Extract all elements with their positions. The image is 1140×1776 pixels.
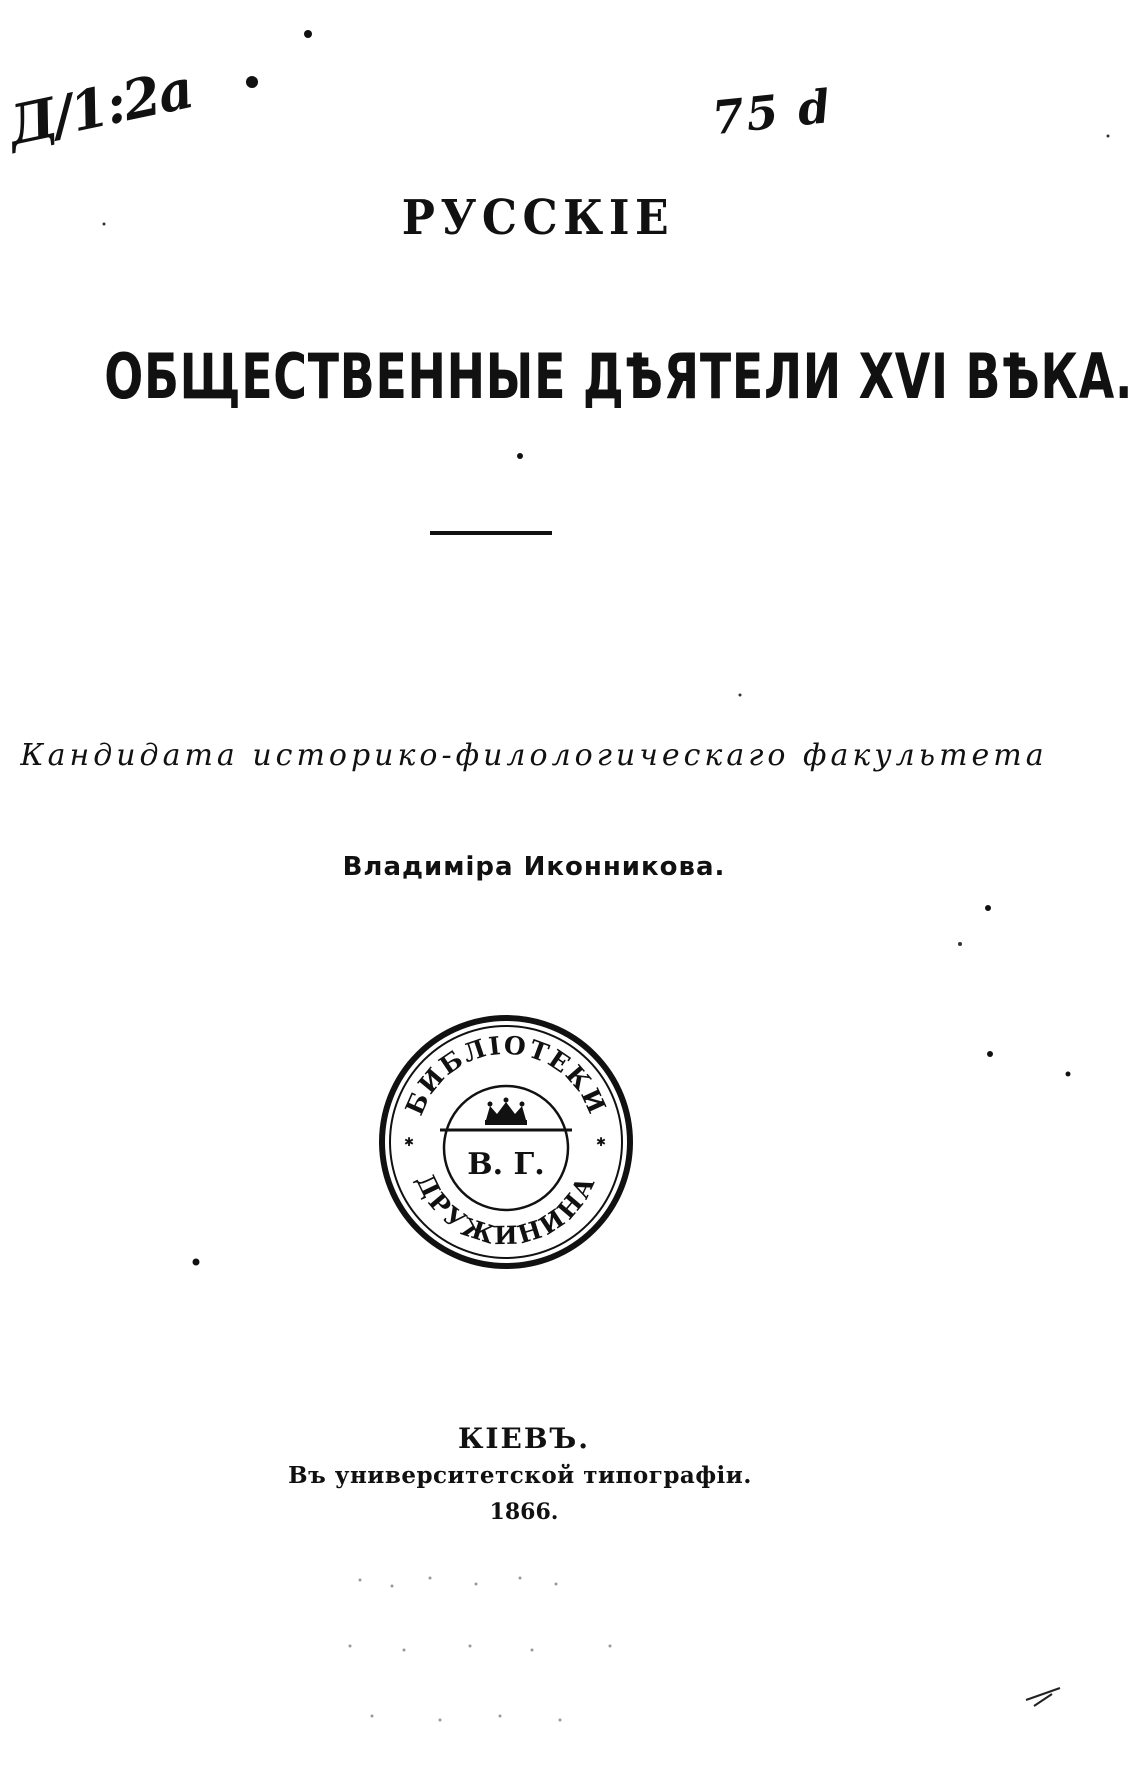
- svg-text:✱: ✱: [404, 1135, 415, 1149]
- ink-speck: [246, 76, 258, 88]
- author-qualification: Кандидата историко-филологическаго факультета: [20, 738, 1048, 773]
- ink-speck: [517, 453, 523, 459]
- stamp-initials: В. Г.: [467, 1147, 545, 1182]
- handwritten-shelfmark: Д/1:2а: [2, 56, 198, 158]
- show-through-marks: [349, 1577, 612, 1722]
- imprint-year: 1866.: [489, 1499, 559, 1525]
- ink-speck: [103, 223, 106, 226]
- ink-speck: [1066, 1072, 1071, 1077]
- imprint-press: Въ университетской типографіи.: [288, 1462, 752, 1489]
- ink-speck: [958, 942, 962, 946]
- ink-speck: [304, 30, 312, 38]
- ink-scratch: [1026, 1688, 1060, 1706]
- ink-speck: [739, 694, 742, 697]
- svg-text:✱: ✱: [596, 1135, 607, 1149]
- ink-speck: [985, 905, 991, 911]
- handwritten-number: 75 d: [709, 78, 835, 146]
- ink-speck: [1107, 135, 1110, 138]
- ink-speck: [193, 1259, 200, 1266]
- title-line-2: ОБЩЕСТВЕННЫЕ ДѢЯТЕЛИ XVI ВѢКА.: [104, 340, 1134, 413]
- stamp-top-text: БИБЛІОТЕКИ: [399, 1030, 613, 1120]
- ink-speck: [987, 1051, 993, 1057]
- title-line-1: РУССКІЕ: [401, 190, 675, 246]
- author-name: Владиміра Иконникова.: [342, 852, 726, 882]
- stamp-bottom-text: ДРУЖИНИНА: [410, 1169, 602, 1251]
- imprint-city: КІЕВЪ.: [457, 1422, 591, 1455]
